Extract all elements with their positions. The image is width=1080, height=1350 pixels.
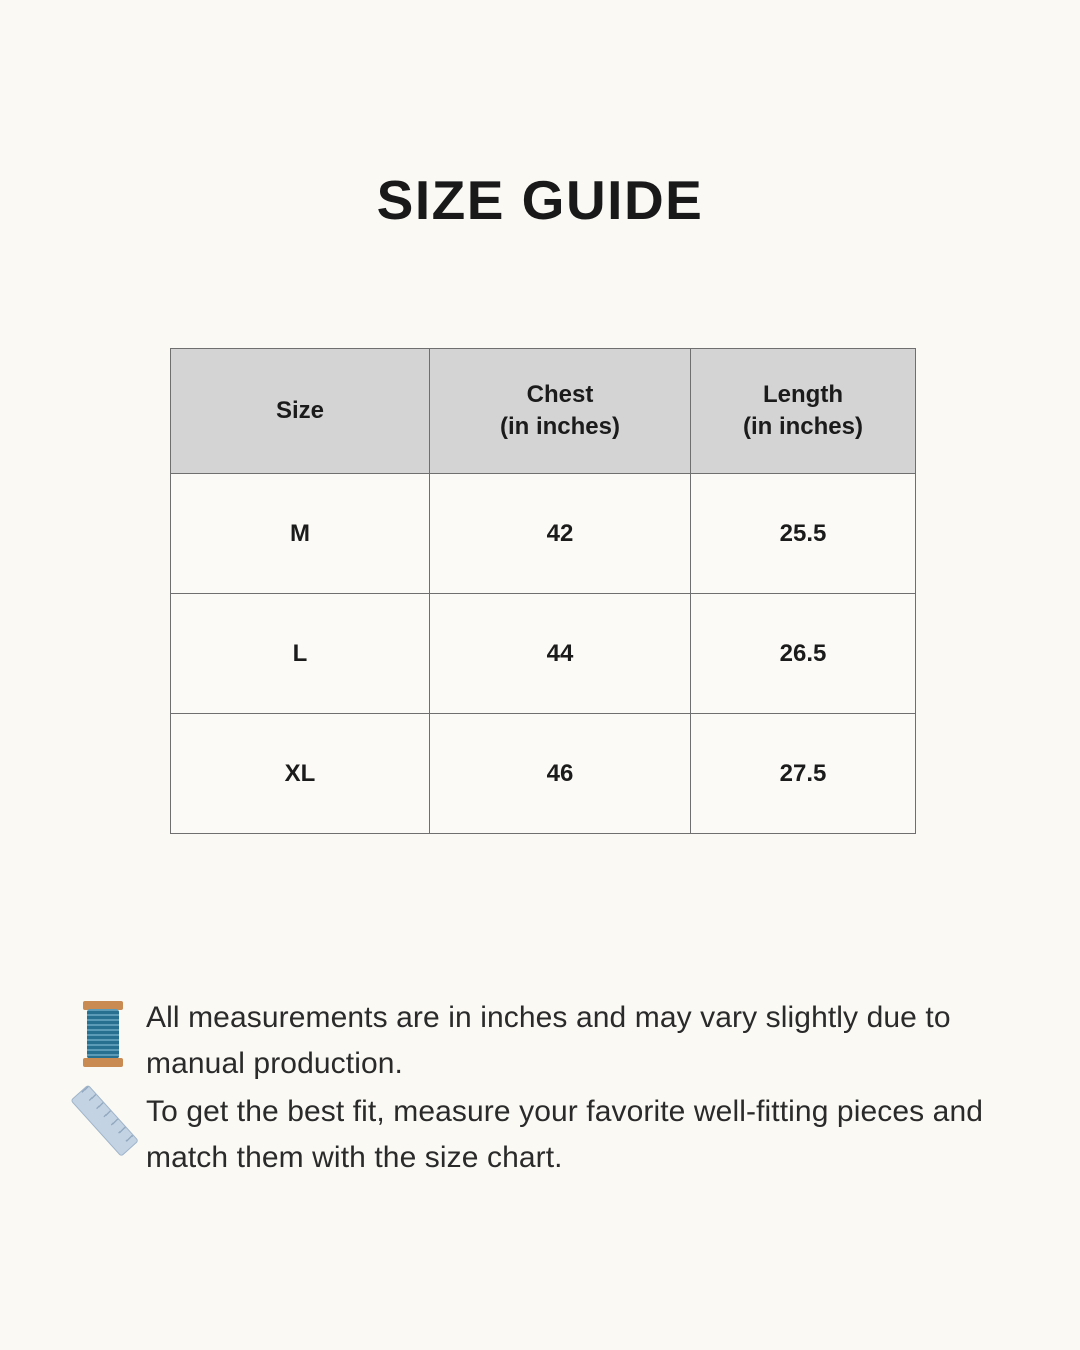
cell-length: 27.5 [691,714,916,834]
column-header-chest-line1: Chest [526,381,594,409]
note-text: To get the best fit, measure your favorite well-fitting pieces and match them with the size chart. [146,1094,984,1174]
size-chart-container [170,348,876,834]
cell-chest: 46 [430,714,691,834]
column-header-size [171,349,430,474]
notes-section [60,995,1040,1183]
spool-thread [87,1009,119,1059]
column-header-chest [430,349,691,474]
tape-measure-shape [72,1095,134,1157]
cell-size: M [171,474,430,594]
cell-size: L [171,594,430,714]
thread-spool-shape [83,1001,123,1067]
table-row [171,594,916,714]
table-body [171,474,916,834]
cell-size: XL [171,714,430,834]
cell-chest: 42 [430,474,691,594]
table-header-row [171,349,916,474]
spool-flange-bottom [83,1058,123,1067]
column-header-length-line1: Length [763,381,843,409]
page-title: SIZE GUIDE [376,169,704,231]
size-chart-table [170,348,916,834]
note-item [60,995,1040,1087]
tape-measure-bar [70,1084,139,1157]
note-text: All measurements are in inches and may vary slightly due to manual production. [146,1001,951,1080]
cell-length: 26.5 [691,594,916,714]
column-header-chest-line2: (in inches) [499,413,620,440]
thread-spool-icon [60,995,146,1067]
table-row [171,474,916,594]
note-item [60,1089,1040,1181]
column-header-length [691,349,916,474]
table-row [171,714,916,834]
tape-measure-icon [60,1089,146,1157]
cell-chest: 44 [430,594,691,714]
column-header-size-line1: Size [275,397,325,425]
column-header-length-line2: (in inches) [742,413,863,440]
cell-length: 25.5 [691,474,916,594]
table-header [171,349,916,474]
